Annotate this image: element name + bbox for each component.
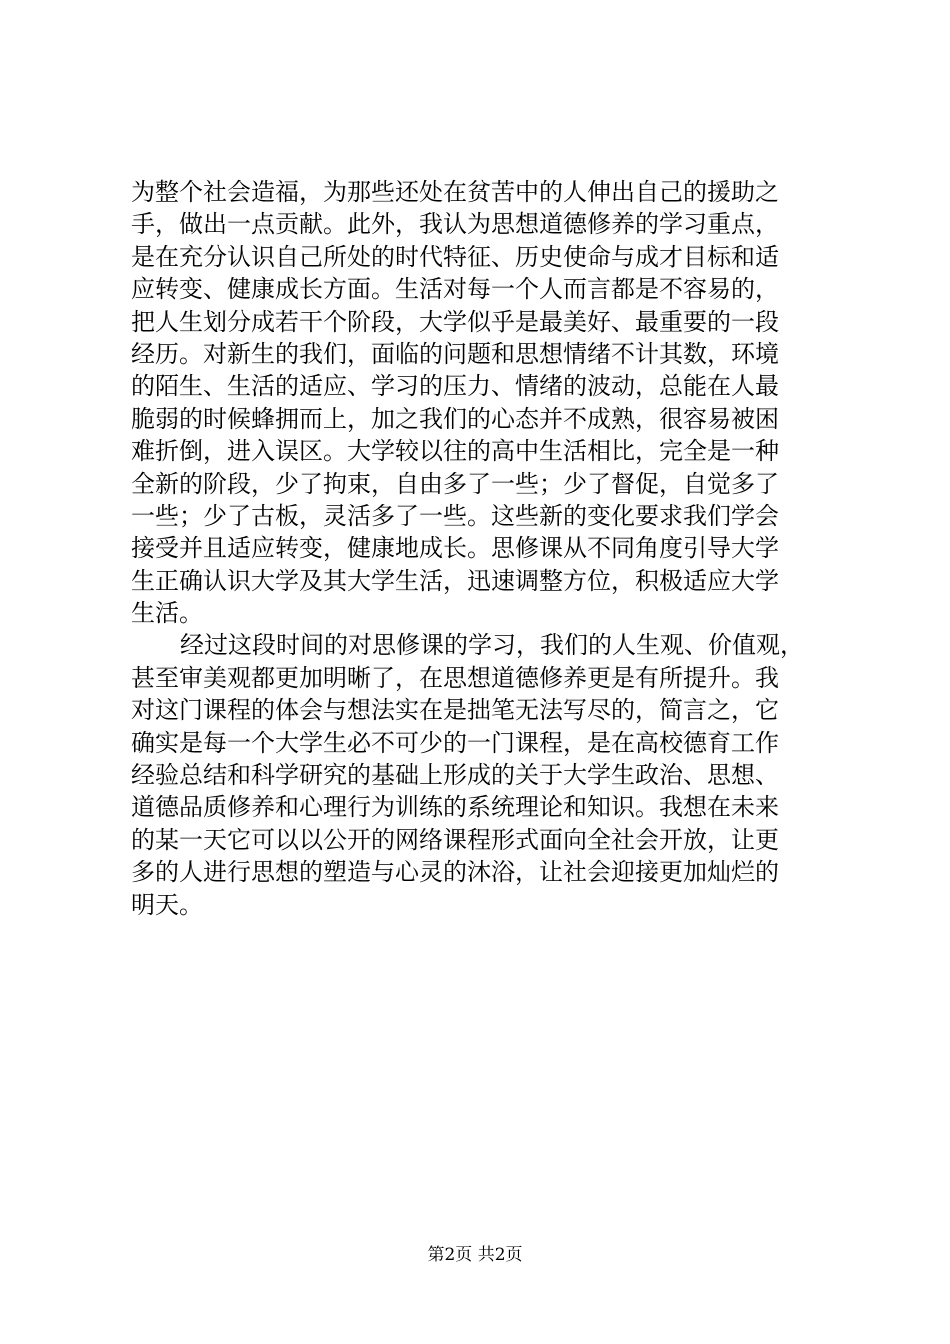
text-line: 是在充分认识自己所处的时代特征、历史使命与成才目标和适 xyxy=(131,242,779,271)
text-line: 手，做出一点贡献。此外，我认为思想道德修养的学习重点， xyxy=(131,210,779,239)
text-line: 经历。对新生的我们，面临的问题和思想情绪不计其数，环境 xyxy=(131,339,779,368)
text-line: 接受并且适应转变，健康地成长。思修课从不同角度引导大学 xyxy=(131,534,779,563)
text-line: 生正确认识大学及其大学生活，迅速调整方位，积极适应大学 xyxy=(131,566,779,595)
text-line: 的陌生、生活的适应、学习的压力、情绪的波动，总能在人最 xyxy=(131,372,779,401)
text-line: 的某一天它可以以公开的网络课程形式面向全社会开放，让更 xyxy=(131,825,779,854)
text-line: 确实是每一个大学生必不可少的一门课程，是在高校德育工作 xyxy=(131,728,779,757)
text-line: 道德品质修养和心理行为训练的系统理论和知识。我想在未来 xyxy=(131,793,779,822)
text-line: 生活。 xyxy=(131,599,203,628)
text-line: 明天。 xyxy=(131,890,203,919)
text-line: 难折倒，进入误区。大学较以往的高中生活相比，完全是一种 xyxy=(131,437,779,466)
text-line: 脆弱的时候蜂拥而上，加之我们的心态并不成熟，很容易被困 xyxy=(131,404,779,433)
text-line: 对这门课程的体会与想法实在是拙笔无法写尽的，简言之，它 xyxy=(131,696,779,725)
text-line: 一些；少了古板，灵活多了一些。这些新的变化要求我们学会 xyxy=(131,501,779,530)
paragraph-first-line: 经过这段时间的对思修课的学习，我们的人生观、价值观， xyxy=(180,631,804,660)
text-line: 为整个社会造福，为那些还处在贫苦中的人伸出自己的援助之 xyxy=(131,178,779,206)
text-line: 多的人进行思想的塑造与心灵的沐浴，让社会迎接更加灿烂的 xyxy=(131,858,779,887)
body-text xyxy=(131,176,831,921)
text-line: 经验总结和科学研究的基础上形成的关于大学生政治、思想、 xyxy=(131,761,779,790)
text-line: 应转变、健康成长方面。生活对每一个人而言都是不容易的， xyxy=(131,275,779,304)
text-line: 把人生划分成若干个阶段，大学似乎是最美好、最重要的一段 xyxy=(131,307,779,336)
text-line: 甚至审美观都更加明晰了，在思想道德修养更是有所提升。我 xyxy=(131,663,779,692)
text-line: 全新的阶段，少了拘束，自由多了一些；少了督促，自觉多了 xyxy=(131,469,779,498)
page-footer: 第2页 共2页 xyxy=(427,1245,523,1265)
